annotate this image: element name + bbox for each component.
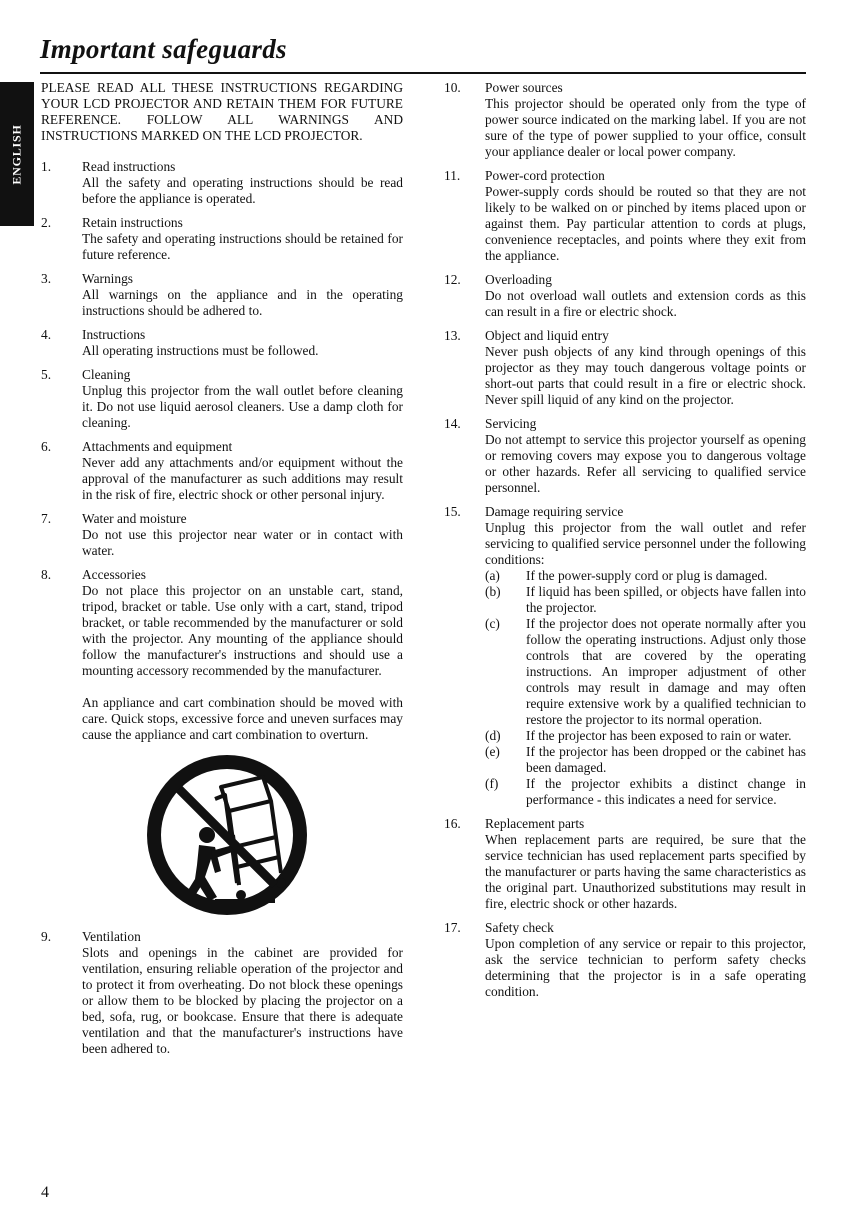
item-number: 5. [41, 367, 52, 382]
item-text: This projector should be operated only from the type of power source indicated on the marking label. If you are not sure of the type of power supplied to your office, consult your appliance dealer or local power company. [485, 96, 806, 159]
cart-tip-over-warning-icon [145, 755, 309, 915]
item-text: Unplug this projector from the wall outlet and refer servicing to qualified service personnel under the following conditions: [485, 520, 806, 567]
language-label: ENGLISH [9, 123, 24, 185]
item-number: 12. [444, 272, 461, 287]
condition-text: If the power-supply cord or plug is damaged. [526, 568, 768, 583]
item-number: 10. [444, 80, 461, 95]
item-number: 14. [444, 416, 461, 431]
item-text-cart-warning: An appliance and cart combination should be moved with care. Quick stops, excessive force and uneven surfaces may cause the appliance and cart combination to overturn. [82, 695, 403, 742]
item-text: All warnings on the appliance and in the operating instructions should be adhered to. [82, 287, 403, 318]
condition-letter: (d) [485, 728, 501, 743]
safeguard-item-17 [444, 920, 806, 1000]
item-text: All the safety and operating instructions should be read before the appliance is operated. [82, 175, 403, 206]
item-text: Power-supply cords should be routed so that they are not likely to be walked on or pinched by items placed upon or against them. Pay particular attention to cords at plugs, convenience receptacles, and points where they exit from the appliance. [485, 184, 806, 263]
item-text: Do not overload wall outlets and extension cords as this can result in a fire or electric shock. [485, 288, 806, 319]
safeguard-item-8 [41, 567, 403, 743]
item-number: 6. [41, 439, 52, 454]
item-text: Upon completion of any service or repair to this projector, ask the service technician to perform safety checks determining that the projector is in a safe operating condition. [485, 936, 806, 999]
item-text: Do not attempt to service this projector yourself as opening or removing covers may expose you to dangerous voltage or other hazards. Refer all servicing to qualified service personnel. [485, 432, 806, 495]
item-text: Unplug this projector from the wall outlet before cleaning it. Do not use liquid aerosol cleaners. Use a damp cloth for cleaning. [82, 383, 403, 430]
item-title: Water and moisture [82, 511, 187, 526]
safeguard-item-5 [41, 367, 403, 431]
safeguard-item-9 [41, 929, 403, 1057]
item-number: 2. [41, 215, 52, 230]
safeguard-item-10 [444, 80, 806, 160]
item-text: The safety and operating instructions should be retained for future reference. [82, 231, 403, 262]
page-title: Important safeguards [40, 34, 287, 64]
item-title: Safety check [485, 920, 554, 935]
item-text: Slots and openings in the cabinet are provided for ventilation, ensuring reliable operation of the projector and to protect it from overheating. Do not block these openings or allow them to be blocked by placing the projector on a bed, sofa, rug, or bookcase. Ensure that there is adequate ventilation and that the manufacturer's instructions have been adhered to. [82, 945, 403, 1056]
intro-text: PLEASE READ ALL THESE INSTRUCTIONS REGARDING YOUR LCD PROJECTOR AND RETAIN THEM FOR FUTURE REFERENCE. FOLLOW ALL WARNINGS AND INSTRUCTIONS MARKED ON THE LCD PROJECTOR. [41, 80, 403, 143]
item-number: 16. [444, 816, 461, 831]
safeguard-item-6 [41, 439, 403, 503]
condition-text: If the projector exhibits a distinct change in performance - this indicates a need for service. [526, 776, 806, 807]
item-number: 13. [444, 328, 461, 343]
item-number: 8. [41, 567, 52, 582]
item-title: Servicing [485, 416, 537, 431]
condition-letter: (b) [485, 584, 501, 599]
condition-letter: (f) [485, 776, 499, 791]
item-title: Replacement parts [485, 816, 585, 831]
item-title: Power sources [485, 80, 563, 95]
item-number: 9. [41, 929, 52, 944]
safeguard-item-7 [41, 511, 403, 559]
item-number: 4. [41, 327, 52, 342]
item-title: Overloading [485, 272, 552, 287]
item-number: 7. [41, 511, 52, 526]
condition-item [485, 728, 806, 744]
item-number: 3. [41, 271, 52, 286]
safeguard-item-12 [444, 272, 806, 320]
condition-item [485, 776, 806, 808]
item-title: Retain instructions [82, 215, 183, 230]
condition-item [485, 584, 806, 616]
language-side-tab [0, 82, 34, 226]
condition-letter: (e) [485, 744, 500, 759]
safeguard-item-14 [444, 416, 806, 496]
safeguard-item-4 [41, 327, 403, 359]
item-text: When replacement parts are required, be sure that the service technician has used replacement parts specified by the manufacturer or parts having the same characteristics as the original part. Unauthorized substitutions may result in fire, electric shock or other hazards. [485, 832, 806, 911]
item-number: 1. [41, 159, 52, 174]
item-number: 15. [444, 504, 461, 519]
safeguard-item-2 [41, 215, 403, 263]
page-number: 4 [41, 1184, 49, 1201]
item-text: Never add any attachments and/or equipment without the approval of the manufacturer as such additions may result in the risk of fire, electric shock or other personal injury. [82, 455, 403, 502]
condition-letter: (c) [485, 616, 500, 631]
right-column [444, 80, 806, 1008]
condition-text: If the projector has been exposed to rain or water. [526, 728, 792, 743]
condition-item [485, 616, 806, 728]
item-text: Do not place this projector on an unstable cart, stand, tripod, bracket or table. Use only with a cart, stand, tripod bracket, or table recommended by the manufacturer or sold with the projector. Any mounting of the appliance should follow the manufacturer's instructions and should use a mounting accessory recommended by the manufacturer. [82, 583, 403, 678]
condition-letter: (a) [485, 568, 500, 583]
safeguard-item-15 [444, 504, 806, 808]
condition-text: If the projector has been dropped or the cabinet has been damaged. [526, 744, 806, 775]
item-title: Accessories [82, 567, 146, 582]
item-title: Damage requiring service [485, 504, 624, 519]
condition-item [485, 744, 806, 776]
item-title: Ventilation [82, 929, 141, 944]
item-title: Object and liquid entry [485, 328, 609, 343]
item-title: Warnings [82, 271, 133, 286]
item-title: Instructions [82, 327, 146, 342]
condition-text: If liquid has been spilled, or objects have fallen into the projector. [526, 584, 806, 615]
safeguard-item-3 [41, 271, 403, 319]
item-text: Do not use this projector near water or in contact with water. [82, 527, 403, 558]
item-title: Power-cord protection [485, 168, 605, 183]
safeguard-item-13 [444, 328, 806, 408]
item-number: 11. [444, 168, 461, 183]
item-title: Cleaning [82, 367, 131, 382]
item-text: Never push objects of any kind through openings of this projector as they may touch dangerous voltage points or short-out parts that could result in a fire or electric shock. Never spill liquid of any kind on the projector. [485, 344, 806, 407]
left-column [41, 80, 403, 1065]
condition-text: If the projector does not operate normally after you follow the operating instructions. Adjust only those controls that are covered by the operating instructions. An improper adjustment of other controls may result in damage and may often require extensive work by a qualified technician to restore the projector to its normal operation. [526, 616, 806, 727]
item-number: 17. [444, 920, 461, 935]
cart-warning-figure [41, 755, 403, 915]
safeguard-item-1 [41, 159, 403, 207]
item-title: Attachments and equipment [82, 439, 233, 454]
item-title: Read instructions [82, 159, 176, 174]
item-text: All operating instructions must be followed. [82, 343, 319, 358]
title-divider [40, 72, 806, 74]
safeguard-item-11 [444, 168, 806, 264]
condition-item [485, 568, 806, 584]
safeguard-item-16 [444, 816, 806, 912]
